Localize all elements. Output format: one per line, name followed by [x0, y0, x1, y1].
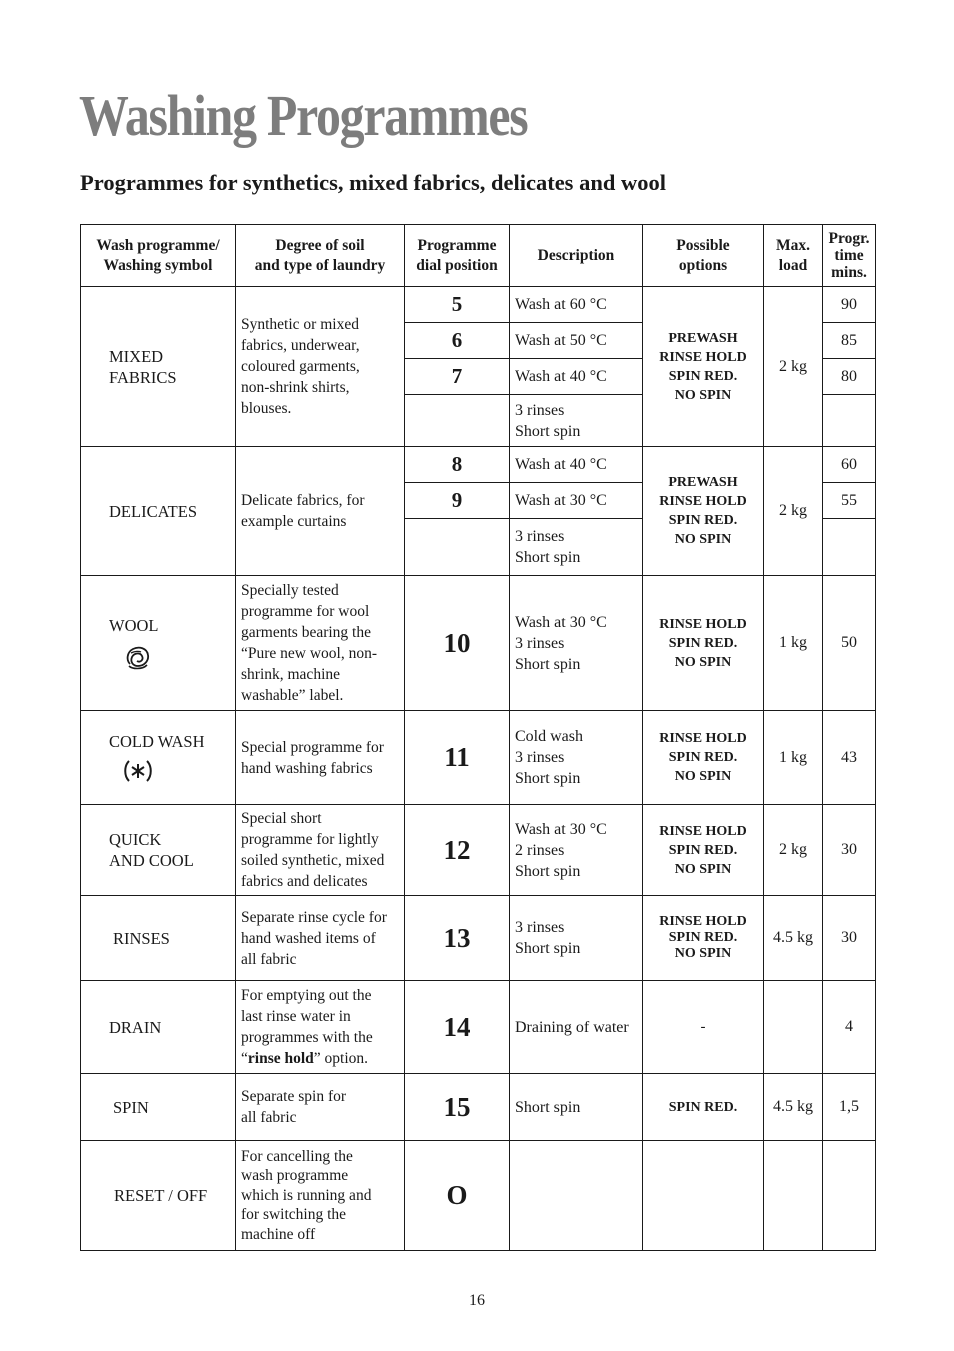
dial-position: 10 [405, 576, 510, 711]
description: Wash at 40 °C [510, 359, 643, 395]
description: Wash at 30 °C 2 rinses Short spin [510, 805, 643, 896]
soil-rinses: Separate rinse cycle for hand washed items of all fabric [236, 896, 405, 981]
table-row [81, 981, 876, 1074]
load-delicates: 2 kg [764, 447, 823, 576]
description: 3 rinses Short spin [510, 395, 643, 447]
time: 55 [823, 483, 876, 519]
load-cold-wash: 1 kg [764, 711, 823, 805]
time-empty [823, 1141, 876, 1251]
programme-name-delicates: DELICATES [81, 447, 236, 576]
dial-position-empty [405, 395, 510, 447]
programme-name-quick-and-cool: QUICK AND COOL [81, 805, 236, 896]
table-row [81, 1141, 876, 1251]
dial-position: 11 [405, 711, 510, 805]
dial-position: 9 [405, 483, 510, 519]
soil-spin: Separate spin for all fabric [236, 1074, 405, 1141]
programme-name-drain: DRAIN [81, 981, 236, 1074]
options-wool: RINSE HOLD SPIN RED. NO SPIN [643, 576, 764, 711]
time: 4 [823, 981, 876, 1074]
programme-name-cold-wash: COLD WASH [81, 711, 236, 805]
washing-programmes-table [80, 224, 876, 1251]
time: 90 [823, 287, 876, 323]
programme-name-reset-off: RESET / OFF [81, 1141, 236, 1251]
time: 30 [823, 896, 876, 981]
time: 60 [823, 447, 876, 483]
dial-position: 5 [405, 287, 510, 323]
options-quick-and-cool: RINSE HOLD SPIN RED. NO SPIN [643, 805, 764, 896]
table-row [81, 576, 876, 711]
table-row [81, 896, 876, 981]
options-cold-wash: RINSE HOLD SPIN RED. NO SPIN [643, 711, 764, 805]
programme-name-wool: WOOL [81, 576, 236, 711]
header-soil: Degree of soil and type of laundry [236, 225, 405, 287]
programme-name-mixed: MIXED FABRICS [81, 287, 236, 447]
dial-position: O [405, 1141, 510, 1251]
options-delicates: PREWASH RINSE HOLD SPIN RED. NO SPIN [643, 447, 764, 576]
load-mixed: 2 kg [764, 287, 823, 447]
dial-position: 14 [405, 981, 510, 1074]
dial-position: 6 [405, 323, 510, 359]
page-title: Washing Programmes [79, 83, 528, 148]
time: 80 [823, 359, 876, 395]
load-spin: 4.5 kg [764, 1074, 823, 1141]
dial-position: 13 [405, 896, 510, 981]
description: 3 rinses Short spin [510, 519, 643, 576]
table-row [81, 287, 876, 323]
options-empty [643, 1141, 764, 1251]
description: Short spin [510, 1074, 643, 1141]
options-drain: - [643, 981, 764, 1074]
load-rinses: 4.5 kg [764, 896, 823, 981]
soil-reset-off: For cancelling the wash programme which is running and for switching the machine off [236, 1141, 405, 1251]
time-empty [823, 395, 876, 447]
load-wool: 1 kg [764, 576, 823, 711]
options-mixed: PREWASH RINSE HOLD SPIN RED. NO SPIN [643, 287, 764, 447]
header-description: Description [510, 225, 643, 287]
description: Wash at 60 °C [510, 287, 643, 323]
soil-delicates: Delicate fabrics, for example curtains [236, 447, 405, 576]
description: 3 rinses Short spin [510, 896, 643, 981]
dial-position: 12 [405, 805, 510, 896]
dial-position: 15 [405, 1074, 510, 1141]
time-empty [823, 519, 876, 576]
time: 50 [823, 576, 876, 711]
programme-name-spin: SPIN [81, 1074, 236, 1141]
load-quick-and-cool: 2 kg [764, 805, 823, 896]
table-row [81, 1074, 876, 1141]
description: Wash at 40 °C [510, 447, 643, 483]
time: 43 [823, 711, 876, 805]
header-dial: Programme dial position [405, 225, 510, 287]
description: Draining of water [510, 981, 643, 1074]
table-row [81, 805, 876, 896]
description: Cold wash 3 rinses Short spin [510, 711, 643, 805]
soil-quick-and-cool: Special short programme for lightly soiled synthetic, mixed fabrics and delicates [236, 805, 405, 896]
soil-wool: Specially tested programme for wool garments bearing the “Pure new wool, non- shrink, machine washable” label. [236, 576, 405, 711]
table-row [81, 711, 876, 805]
dial-position: 7 [405, 359, 510, 395]
header-row [81, 225, 876, 287]
header-load: Max. load [764, 225, 823, 287]
section-subtitle: Programmes for synthetics, mixed fabrics, delicates and wool [80, 170, 666, 195]
wool-symbol-icon [123, 642, 153, 672]
page-number: 16 [469, 1292, 485, 1309]
time: 85 [823, 323, 876, 359]
table-row [81, 447, 876, 483]
options-spin: SPIN RED. [643, 1074, 764, 1141]
dial-position: 8 [405, 447, 510, 483]
programme-name-rinses: RINSES [81, 896, 236, 981]
dial-position-empty [405, 519, 510, 576]
time: 1,5 [823, 1074, 876, 1141]
header-programme: Wash programme/ Washing symbol [81, 225, 236, 287]
rinse-hold-emphasis: rinse hold [247, 1050, 314, 1067]
description: Wash at 30 °C [510, 483, 643, 519]
description-empty [510, 1141, 643, 1251]
time: 30 [823, 805, 876, 896]
cold-wash-symbol-icon [123, 758, 153, 784]
soil-drain: For emptying out the last rinse water in programmes with the “rinse hold” option. [236, 981, 405, 1074]
soil-mixed: Synthetic or mixed fabrics, underwear, coloured garments, non-shrink shirts, blouses. [236, 287, 405, 447]
load-drain-empty [764, 981, 823, 1074]
header-time: Progr. time mins. [823, 225, 876, 287]
description: Wash at 30 °C 3 rinses Short spin [510, 576, 643, 711]
soil-cold-wash: Special programme for hand washing fabrics [236, 711, 405, 805]
load-empty [764, 1141, 823, 1251]
description: Wash at 50 °C [510, 323, 643, 359]
options-rinses: RINSE HOLD SPIN RED. NO SPIN [643, 896, 764, 981]
header-options: Possible options [643, 225, 764, 287]
